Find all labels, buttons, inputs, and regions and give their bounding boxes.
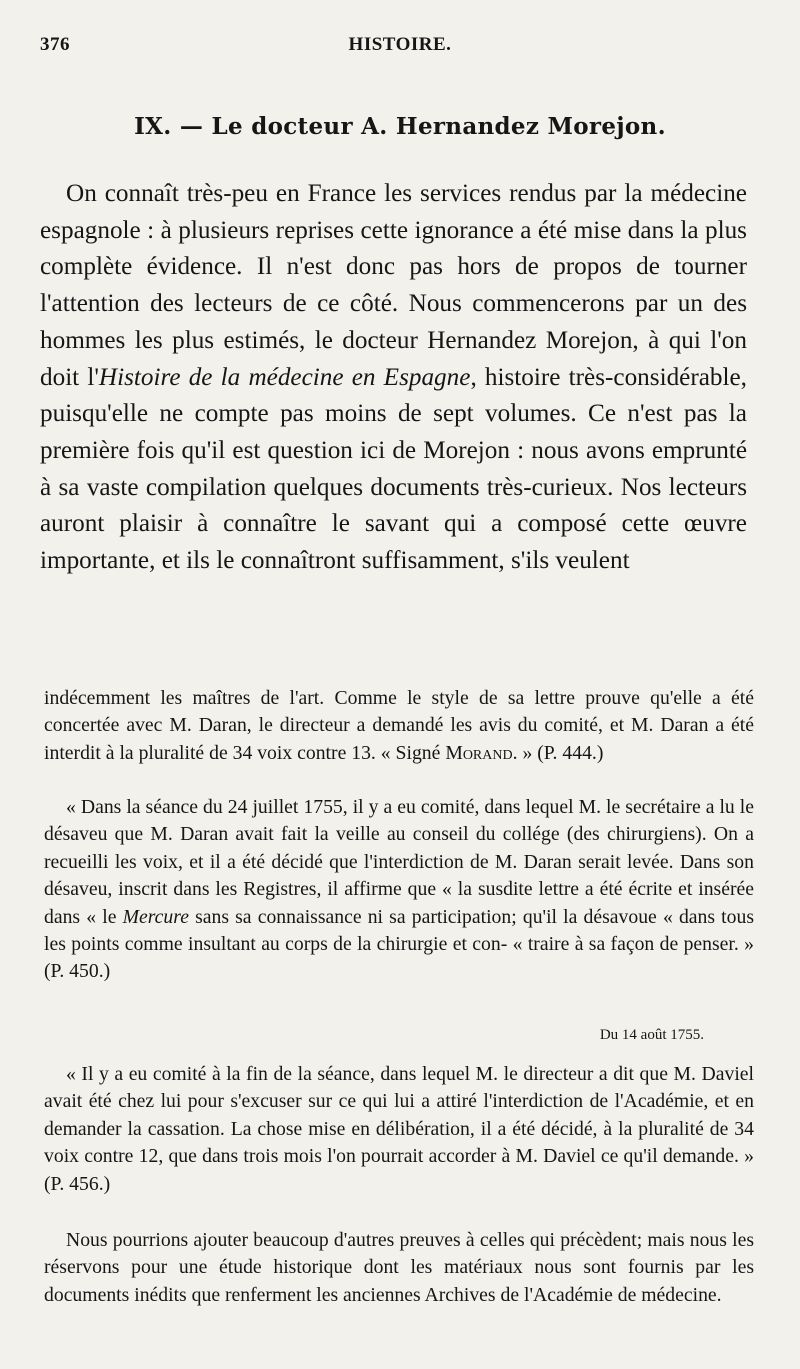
main-text-part-2: , histoire très-considérable, puisqu'elle ne compte pas moins de sept volumes. Ce n'est pas la première fois qu'il est question ici de Morejon : nous avons emprunté à sa vaste compilation quelques documents très-curieux. Nos lecteurs auront plaisir à connaître le savant qui a composé cette œuvre importante, et ils le connaîtront suffisamment, s'ils veulent — [40, 363, 747, 575]
main-text-part-1: On connaît très-peu en France les services rendus par la médecine espagnole : à plusieurs reprises cette ignorance a été mise dans la plus complète évidence. Il n'est donc pas hors de propos de tourner l'attention des lecteurs de ce côté. Nous commencerons par un des hommes les plus estimés, le docteur Hernandez Morejon, à qui l'on doit l' — [40, 180, 747, 391]
footnote-1-part-2: . » (P. 444.) — [512, 741, 604, 764]
footnote-2-part-1: « Dans la séance du 24 juillet 1755, il y a eu comité, dans lequel M. le secrétaire a lu le désaveu que M. Daran avait fait la veille au conseil du collége (des chirurgiens). On a recueilli les voix, et il a été décidé que l'interdiction de M. Daran serait levée. Dans son désaveu, inscrit dans les Registres, il affirme que « la susdite lettre a été écrite et insérée dans « le — [44, 796, 754, 928]
footnote-paragraph-1 — [44, 685, 754, 767]
footnote-2-part-2: sans sa connaissance ni sa participation; qu'il la désavoue « dans tous les points comme insultant au corps de la chirurgie et con- « traire à sa façon de penser. » (P. 450.) — [44, 905, 755, 983]
footnote-paragraph-2 — [44, 794, 754, 986]
dateline: Du 14 août 1755. — [599, 1027, 704, 1043]
page-header — [40, 34, 760, 62]
section-title: IX. — Le docteur A. Hernandez Morejon. — [134, 113, 666, 140]
book-title-italic: Histoire de la médecine en Espagne — [98, 363, 471, 391]
page-number: 376 — [40, 34, 70, 55]
footnote-paragraph-3: « Il y a eu comité à la fin de la séance, dans lequel M. le directeur a dit que M. Daviel avait été chez lui pour s'excuser sur ce qui lui a attiré l'interdiction de l'Académie, et en demander la cassation. La chose mise en délibération, il a été décidé, à la pluralité de 34 voix contre 12, que dans trois mois l'on pourrait accorder à M. Daviel ce qu'il demande. » (P. 456.) — [44, 1063, 754, 1195]
mercure-italic: Mercure — [122, 905, 189, 928]
running-head: HISTOIRE. — [348, 34, 452, 55]
main-paragraph — [40, 176, 747, 580]
footnote-1-part-1: indécemment les maîtres de l'art. Comme le style de sa lettre prouve qu'elle a été concertée avec M. Daran, le directeur a demandé les avis du comité, et M. Daran a été interdit à la pluralité de 34 voix contre 13. « Signé — [44, 687, 754, 764]
footnote-paragraph-4: Nous pourrions ajouter beaucoup d'autres preuves à celles qui précèdent; mais nous les réservons pour une étude historique dont les matériaux nous sont fournis par les documents inédits que renferment les anciennes Archives de l'Académie de médecine. — [44, 1229, 754, 1306]
signature-morand: Morand — [445, 741, 513, 764]
